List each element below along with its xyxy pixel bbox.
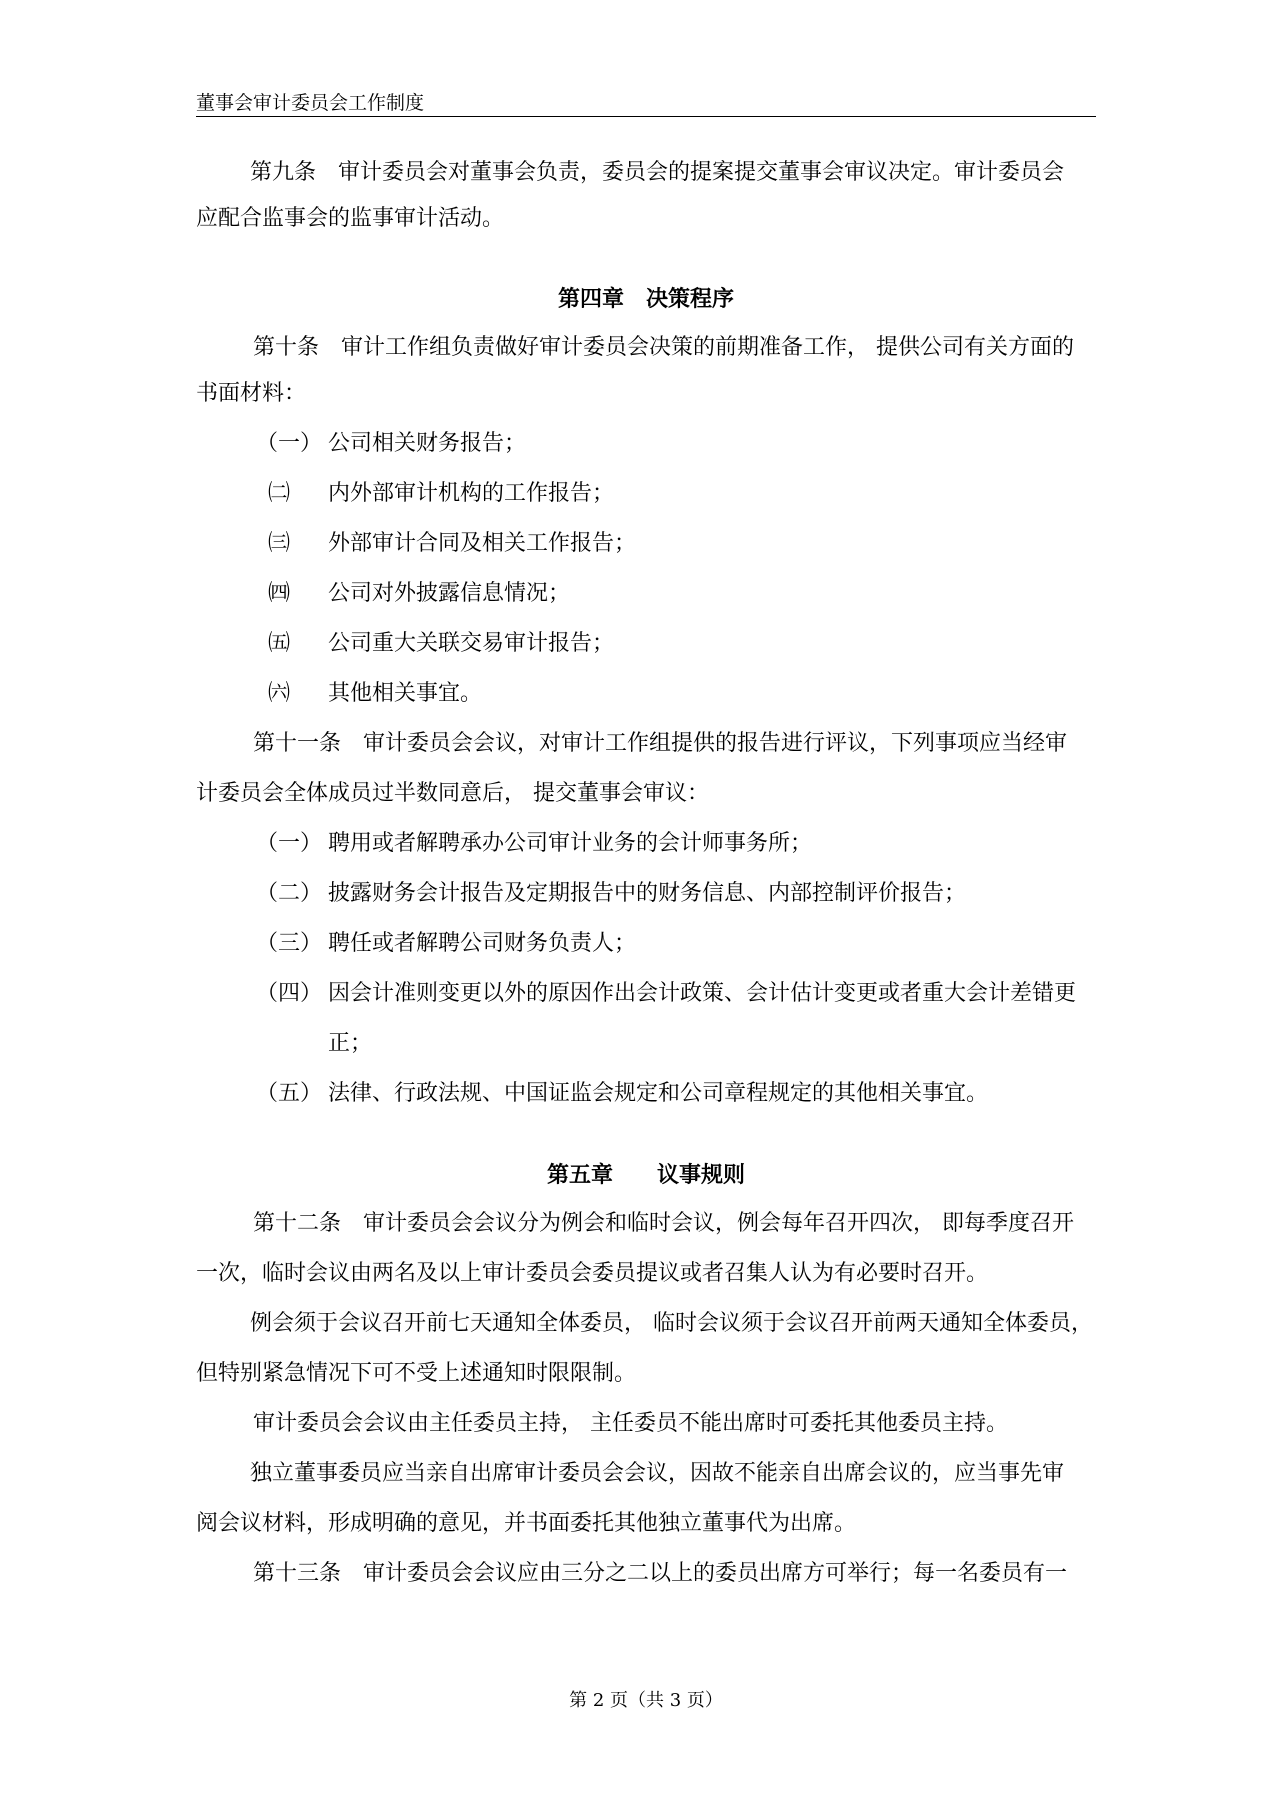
page-footer	[196, 1688, 1096, 1714]
list-item-text: 外部审计合同及相关工作报告；	[328, 531, 637, 556]
list-item-number: ㈢	[268, 531, 291, 556]
article-12-line-1: 第十二条 审计委员会会议分为例会和临时会议，例会每年召开四次， 即每季度召开	[253, 1211, 1074, 1236]
article-12-paragraph-4-line-1: 独立董事委员应当亲自出席审计委员会会议，因故不能亲自出席会议的，应当事先审	[250, 1461, 1065, 1486]
article-13-line-1: 第十三条 审计委员会会议应由三分之二以上的委员出席方可举行；每一名委员有一	[253, 1561, 1068, 1586]
article-12-paragraph-3-line-1: 审计委员会会议由主任委员主持， 主任委员不能出席时可委托其他委员主持。	[253, 1411, 1008, 1436]
list-item-text: 披露财务会计报告及定期报告中的财务信息、内部控制评价报告；	[328, 881, 967, 906]
article-11-line-1: 第十一条 审计委员会会议，对审计工作组提供的报告进行评议，下列事项应当经审	[253, 731, 1068, 756]
list-item-text: 公司重大关联交易审计报告；	[328, 631, 615, 656]
list-item-number: （一）	[256, 431, 323, 456]
list-item-text: 内外部审计机构的工作报告；	[328, 481, 615, 506]
article-9-line-1: 第九条 审计委员会对董事会负责，委员会的提案提交董事会审议决定。审计委员会	[250, 160, 1065, 185]
list-item-number: （二）	[256, 881, 323, 906]
chapter-5-heading: 第五章 议事规则	[546, 1162, 745, 1188]
article-11-line-2: 计委员会全体成员过半数同意后， 提交董事会审议：	[196, 781, 709, 806]
list-item-text: 公司相关财务报告；	[328, 431, 527, 456]
article-12-paragraph-4-line-2: 阅会议材料，形成明确的意见，并书面委托其他独立董事代为出席。	[196, 1511, 857, 1536]
article-10-line-1: 第十条 审计工作组负责做好审计委员会决策的前期准备工作， 提供公司有关方面的	[253, 335, 1074, 360]
article-10-line-2: 书面材料：	[196, 381, 307, 406]
list-item-text: 聘用或者解聘承办公司审计业务的会计师事务所；	[328, 831, 813, 856]
list-item-number: （四）	[256, 981, 323, 1006]
page-number: 第 2 页（共 3 页）	[569, 1690, 723, 1711]
list-item-number: （三）	[256, 931, 323, 956]
document-header-title: 董事会审计委员会工作制度	[196, 92, 425, 114]
list-item-text: 正；	[328, 1031, 373, 1056]
list-item-number: ㈣	[268, 581, 291, 606]
list-item-number: ㈡	[268, 481, 291, 506]
list-item-number: ㈥	[268, 681, 291, 706]
list-item-number: （一）	[256, 831, 323, 856]
list-item-text: 聘任或者解聘公司财务负责人；	[328, 931, 637, 956]
document-header	[196, 90, 1096, 117]
list-item-text: 因会计准则变更以外的原因作出会计政策、会计估计变更或者重大会计差错更	[328, 981, 1077, 1006]
list-item-number: （五）	[256, 1081, 323, 1106]
list-item-text: 其他相关事宜。	[328, 681, 483, 706]
list-item-text: 法律、行政法规、中国证监会规定和公司章程规定的其他相关事宜。	[328, 1081, 989, 1106]
article-9-line-2: 应配合监事会的监事审计活动。	[196, 206, 505, 231]
article-12-paragraph-2-line-2: 但特别紧急情况下可不受上述通知时限限制。	[196, 1361, 637, 1386]
chapter-4-heading: 第四章 决策程序	[557, 286, 734, 312]
article-12-paragraph-2-line-1: 例会须于会议召开前七天通知全体委员， 临时会议须于会议召开前两天通知全体委员，	[250, 1311, 1093, 1336]
article-12-line-2: 一次，临时会议由两名及以上审计委员会委员提议或者召集人认为有必要时召开。	[196, 1261, 989, 1286]
list-item-number: ㈤	[268, 631, 291, 656]
list-item-text: 公司对外披露信息情况；	[328, 581, 571, 606]
